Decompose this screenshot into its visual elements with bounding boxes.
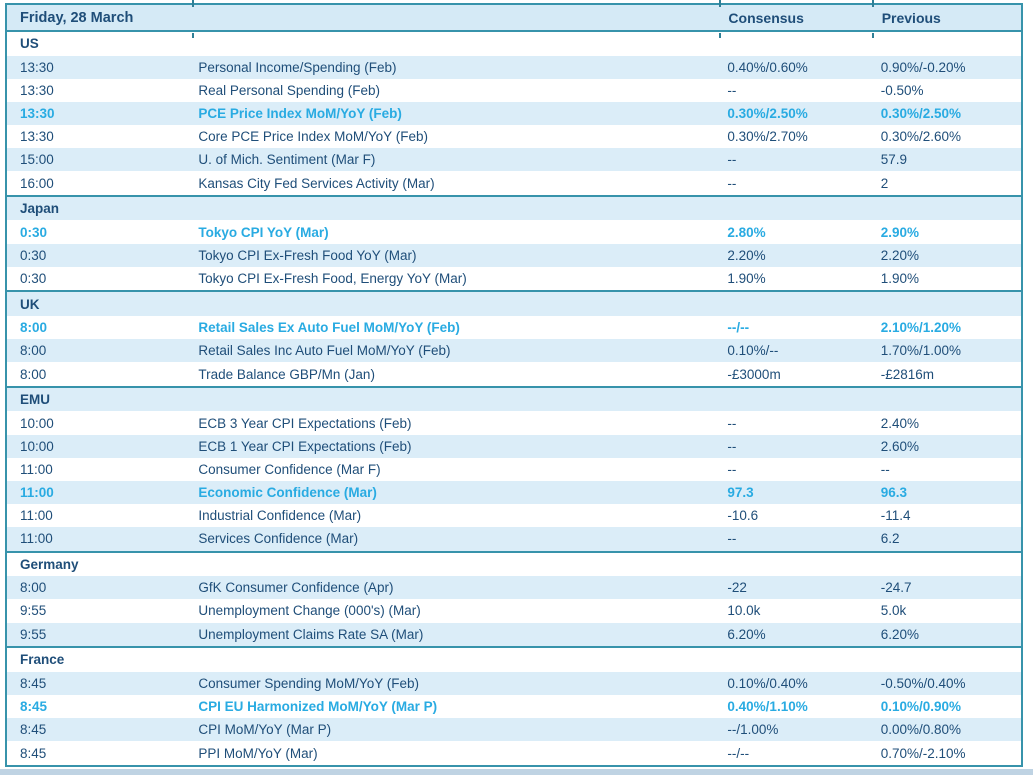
table-row: [6, 56, 1022, 79]
consensus-cell: --: [727, 175, 737, 191]
table-row: [6, 411, 1022, 434]
section-country-label: Germany: [6, 552, 1022, 577]
table-row: [6, 481, 1022, 504]
table-row: [6, 171, 1022, 196]
previous-cell: 2.40%: [880, 415, 919, 431]
section-header-row: [6, 196, 1022, 221]
time-cell: 8:45: [20, 722, 47, 738]
time-cell: 13:30: [20, 82, 54, 98]
event-cell: Consumer Confidence (Mar F): [198, 461, 381, 477]
time-cell: 0:30: [20, 224, 48, 240]
time-cell: 8:00: [20, 343, 47, 359]
consensus-column-header: Consensus: [720, 4, 873, 31]
time-cell: 0:30: [20, 271, 47, 286]
section-country-label: US: [6, 31, 1022, 56]
section-country-label: Japan: [6, 196, 1022, 221]
previous-cell: -24.7: [880, 580, 912, 596]
consensus-cell: 6.20%: [727, 626, 766, 642]
table-row: [6, 148, 1022, 171]
time-cell: 11:00: [20, 531, 53, 547]
consensus-cell: 10.0k: [727, 603, 761, 619]
consensus-cell: 2.80%: [727, 224, 766, 240]
event-cell: U. of Mich. Sentiment (Mar F): [198, 152, 376, 168]
consensus-cell: --: [727, 152, 737, 168]
consensus-cell: 0.10%/--: [727, 343, 779, 359]
consensus-cell: --/--: [727, 320, 750, 336]
consensus-cell: 2.20%: [727, 247, 766, 263]
table-row: [6, 741, 1022, 766]
table-row: [6, 504, 1022, 527]
previous-cell: 0.00%/0.80%: [880, 722, 962, 738]
event-cell: Retail Sales Ex Auto Fuel MoM/YoY (Feb): [198, 320, 460, 336]
time-cell: 11:00: [20, 507, 53, 523]
consensus-cell: -10.6: [727, 507, 759, 523]
time-cell: 9:55: [20, 603, 47, 619]
event-cell: GfK Consumer Confidence (Apr): [198, 580, 394, 596]
table-row: [6, 623, 1022, 648]
section-country-label: France: [6, 647, 1022, 672]
previous-cell: -0.50%/0.40%: [880, 675, 966, 691]
previous-cell: 2.60%: [880, 438, 919, 454]
table-row: [6, 435, 1022, 458]
consensus-cell: --/1.00%: [727, 722, 779, 738]
section-header-row: [6, 647, 1022, 672]
consensus-cell: 0.40%/1.10%: [727, 698, 808, 714]
date-title: Friday, 28 March: [6, 4, 720, 31]
table-row: [6, 458, 1022, 481]
event-cell: ECB 1 Year CPI Expectations (Feb): [198, 438, 412, 454]
event-cell: Trade Balance GBP/Mn (Jan): [198, 366, 375, 382]
table-row: [6, 79, 1022, 102]
event-cell: PCE Price Index MoM/YoY (Feb): [198, 105, 402, 121]
event-cell: Unemployment Change (000's) (Mar): [198, 603, 421, 619]
table-row: [6, 576, 1022, 599]
previous-cell: 0.30%/2.60%: [880, 129, 962, 145]
previous-cell: -£2816m: [880, 366, 934, 382]
table-row: [6, 102, 1022, 125]
consensus-cell: --: [727, 82, 737, 98]
time-cell: 0:30: [20, 247, 47, 263]
header-row: [6, 4, 1022, 31]
event-cell: Kansas City Fed Services Activity (Mar): [198, 175, 435, 191]
event-cell: Tokyo CPI Ex-Fresh Food YoY (Mar): [198, 247, 417, 263]
event-cell: CPI MoM/YoY (Mar P): [198, 722, 332, 738]
time-cell: 8:45: [20, 698, 48, 714]
section-country-label: UK: [6, 291, 1022, 316]
event-cell: Economic Confidence (Mar): [198, 484, 377, 500]
event-cell: Real Personal Spending (Feb): [198, 82, 380, 98]
time-cell: 11:00: [20, 484, 54, 500]
consensus-cell: -£3000m: [727, 366, 781, 382]
previous-cell: 6.20%: [880, 626, 919, 642]
economic-calendar-table: [5, 3, 1023, 767]
previous-cell: 0.90%/-0.20%: [880, 59, 966, 75]
previous-cell: 0.10%/0.90%: [880, 698, 962, 714]
previous-cell: 2.10%/1.20%: [880, 320, 962, 336]
time-cell: 8:00: [20, 320, 48, 336]
event-cell: Personal Income/Spending (Feb): [198, 59, 397, 75]
event-cell: Tokyo CPI Ex-Fresh Food, Energy YoY (Mar): [198, 271, 467, 286]
time-cell: 8:45: [20, 745, 47, 761]
consensus-cell: --: [727, 461, 737, 477]
next-section-edge-strip: [0, 769, 1033, 775]
event-cell: Tokyo CPI YoY (Mar): [198, 224, 329, 240]
section-header-row: [6, 552, 1022, 577]
table-row: [6, 316, 1022, 339]
previous-cell: 2.90%: [880, 224, 919, 240]
column-divider-tick: [872, 33, 874, 38]
consensus-cell: --: [727, 438, 737, 454]
consensus-cell: 0.30%/2.50%: [727, 105, 808, 121]
calendar-header: [6, 4, 1022, 31]
event-cell: PPI MoM/YoY (Mar): [198, 745, 318, 761]
event-cell: Unemployment Claims Rate SA (Mar): [198, 626, 424, 642]
consensus-cell: 97.3: [727, 484, 754, 500]
time-cell: 10:00: [20, 415, 54, 431]
section-header-row: [6, 291, 1022, 316]
previous-cell: --: [880, 461, 890, 477]
previous-cell: 1.70%/1.00%: [880, 343, 962, 359]
previous-cell: 57.9: [880, 152, 907, 168]
time-cell: 15:00: [20, 152, 54, 168]
consensus-cell: 0.40%/0.60%: [727, 59, 808, 75]
column-divider-tick: [719, 0, 721, 7]
calendar-body: [6, 31, 1022, 766]
previous-cell: 2.20%: [880, 247, 919, 263]
event-cell: Industrial Confidence (Mar): [198, 507, 362, 523]
time-cell: 13:30: [20, 129, 54, 145]
previous-column-header: Previous: [874, 4, 1022, 31]
column-divider-tick: [719, 33, 721, 38]
section-country-label: EMU: [6, 387, 1022, 412]
consensus-cell: 1.90%: [727, 271, 766, 286]
time-cell: 8:45: [20, 675, 47, 691]
time-cell: 13:30: [20, 59, 54, 75]
column-divider-tick: [192, 0, 194, 7]
table-row: [6, 695, 1022, 718]
table-row: [6, 599, 1022, 622]
table-row: [6, 672, 1022, 695]
table-row: [6, 339, 1022, 362]
time-cell: 13:30: [20, 105, 55, 121]
event-cell: Consumer Spending MoM/YoY (Feb): [198, 675, 419, 691]
previous-cell: -11.4: [880, 507, 911, 523]
previous-cell: 2: [880, 175, 889, 191]
previous-cell: -0.50%: [880, 82, 924, 98]
column-divider-tick: [872, 0, 874, 7]
consensus-cell: -22: [727, 580, 747, 596]
event-cell: Retail Sales Inc Auto Fuel MoM/YoY (Feb): [198, 343, 451, 359]
consensus-cell: --/--: [727, 745, 750, 761]
column-divider-tick: [192, 33, 194, 38]
previous-cell: 1.90%: [880, 271, 919, 286]
table-row: [6, 220, 1022, 243]
time-cell: 9:55: [20, 626, 47, 642]
table-row: [6, 527, 1022, 552]
previous-cell: 0.30%/2.50%: [880, 105, 962, 121]
event-cell: Core PCE Price Index MoM/YoY (Feb): [198, 129, 428, 145]
event-cell: CPI EU Harmonized MoM/YoY (Mar P): [198, 698, 438, 714]
time-cell: 11:00: [20, 461, 53, 477]
consensus-cell: 0.30%/2.70%: [727, 129, 808, 145]
section-header-row: [6, 387, 1022, 412]
consensus-cell: --: [727, 531, 737, 547]
time-cell: 8:00: [20, 366, 47, 382]
previous-cell: 96.3: [880, 484, 907, 500]
time-cell: 8:00: [20, 580, 47, 596]
event-cell: Services Confidence (Mar): [198, 531, 359, 547]
table-row: [6, 244, 1022, 267]
time-cell: 16:00: [20, 175, 54, 191]
event-cell: ECB 3 Year CPI Expectations (Feb): [198, 415, 412, 431]
table-row: [6, 718, 1022, 741]
table-row: [6, 267, 1022, 292]
previous-cell: 0.70%/-2.10%: [880, 745, 966, 761]
consensus-cell: --: [727, 415, 737, 431]
table-row: [6, 125, 1022, 148]
time-cell: 10:00: [20, 438, 54, 454]
section-header-row: [6, 31, 1022, 56]
previous-cell: 5.0k: [880, 603, 907, 619]
table-row: [6, 362, 1022, 387]
consensus-cell: 0.10%/0.40%: [727, 675, 808, 691]
previous-cell: 6.2: [880, 531, 900, 547]
